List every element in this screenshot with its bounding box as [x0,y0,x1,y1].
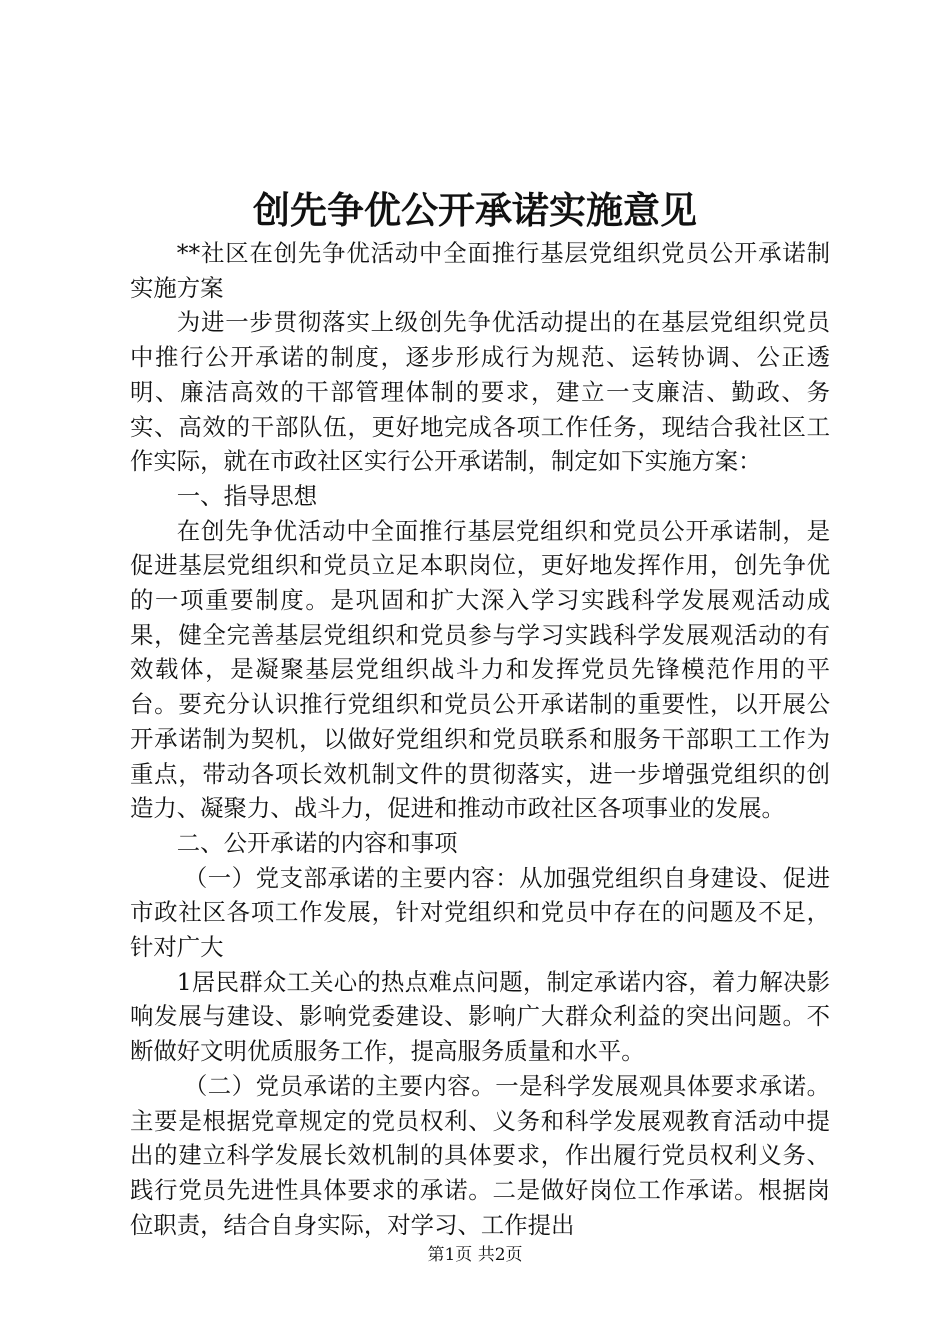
paragraph-branch-commitment: （一）党支部承诺的主要内容：从加强党组织自身建设、促进市政社区各项工作发展，针对党组织和党员中存在的问题及不足，针对广大 [130,863,830,962]
paragraph-subtitle: **社区在创先争优活动中全面推行基层党组织党员公开承诺制实施方案 [130,239,830,302]
section-heading-guiding-thought: 一、指导思想 [176,481,318,510]
paragraph-guiding-thought: 在创先争优活动中全面推行基层党组织和党员公开承诺制，是促进基层党组织和党员立足本职岗位，更好地发挥作用，创先争优的一项重要制度。是巩固和扩大深入学习实践科学发展观活动成果，健全完善基层党组织和党员参与学习实践科学发展观活动的有效载体，是凝聚基层党组织战斗力和发挥党员先锋模范作用的平台。要充分认识推行党组织和党员公开承诺制的重要性，以开展公开承诺制为契机，以做好党组织和党员联系和服务干部职工工作为重点，带动各项长效机制文件的贯彻落实，进一步增强党组织的创造力、凝聚力、战斗力，促进和推动市政社区各项事业的发展。 [130,516,830,823]
page-footer: 第1页 共2页 [427,1245,523,1265]
document-title: 创先争优公开承诺实施意见 [253,188,697,232]
paragraph-intro: 为进一步贯彻落实上级创先争优活动提出的在基层党组织党员中推行公开承诺的制度，逐步形成行为规范、运转协调、公正透明、廉洁高效的干部管理体制的要求，建立一支廉洁、勤政、务实、高效的干部队伍，更好地完成各项工作任务，现结合我社区工作实际，就在市政社区实行公开承诺制，制定如下实施方案： [130,308,830,476]
document-body [130,236,830,1242]
section-heading-content: 二、公开承诺的内容和事项 [176,828,458,857]
paragraph-member-commitment: （二）党员承诺的主要内容。一是科学发展观具体要求承诺。主要是根据党章规定的党员权利、义务和科学发展观教育活动中提出的建立科学发展长效机制的具体要求，作出履行党员权利义务、践行党员先进性具体要求的承诺。二是做好岗位工作承诺。根据岗位职责，结合自身实际，对学习、工作提出 [130,1071,830,1239]
paragraph-residents: 1居民群众工关心的热点难点问题，制定承诺内容，着力解决影响发展与建设、影响党委建设、影响广大群众利益的突出问题。不断做好文明优质服务工作，提高服务质量和水平。 [130,967,830,1066]
